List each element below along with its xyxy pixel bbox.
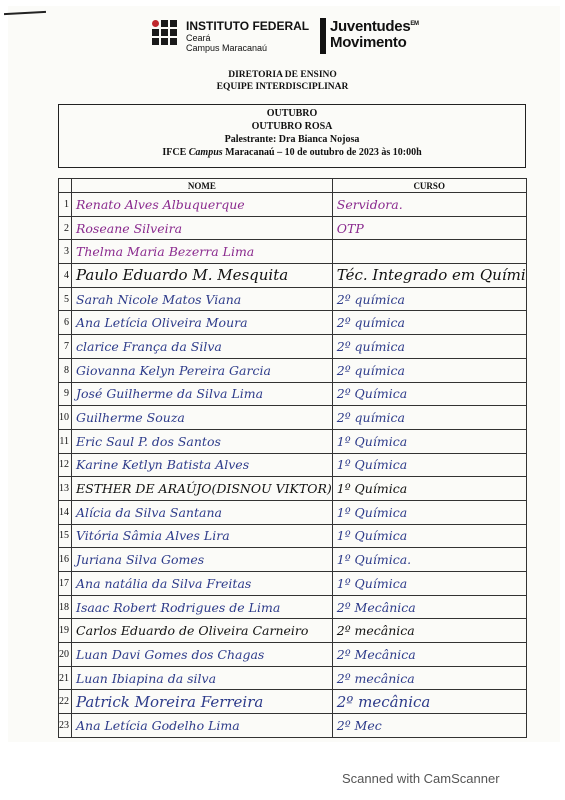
- row-number: 19: [59, 619, 72, 643]
- table-row: [59, 287, 527, 311]
- row-number: 16: [59, 548, 72, 572]
- row-number-header: [59, 179, 72, 193]
- juventudes-em-movimento-logo: [318, 16, 438, 56]
- attendee-course: 2º química: [332, 335, 526, 359]
- table-row: [59, 690, 527, 714]
- attendee-name: Luan Davi Gomes dos Chagas: [72, 643, 333, 667]
- table-row: [59, 358, 527, 382]
- attendee-course: 2º química: [332, 358, 526, 382]
- row-number: 2: [59, 216, 72, 240]
- institution-campus: Campus Maracanaú: [186, 43, 268, 53]
- table-row: [59, 595, 527, 619]
- course-column-header: CURSO: [332, 179, 526, 193]
- table-row: [59, 548, 527, 572]
- attendee-name: Ana Letícia Godelho Lima: [72, 714, 333, 738]
- row-number: 21: [59, 666, 72, 690]
- table-row: [59, 429, 527, 453]
- table-row: [59, 714, 527, 738]
- attendee-course: 1º Química: [332, 524, 526, 548]
- attendee-name: Ana Letícia Oliveira Moura: [72, 311, 333, 335]
- row-number: 20: [59, 643, 72, 667]
- row-number: 17: [59, 572, 72, 596]
- partner-logo-line2: Movimento: [330, 34, 407, 51]
- attendee-course: 2º Mecânica: [332, 643, 526, 667]
- table-row: [59, 619, 527, 643]
- row-number: 10: [59, 406, 72, 430]
- attendee-name: Alícia da Silva Santana: [72, 500, 333, 524]
- attendee-course: 2º química: [332, 406, 526, 430]
- row-number: 13: [59, 477, 72, 501]
- institution-state: Ceará: [186, 33, 211, 43]
- attendee-name: Roseane Silveira: [72, 216, 333, 240]
- attendee-course: 1º Química: [332, 453, 526, 477]
- event-campaign: OUTUBRO ROSA: [251, 121, 333, 132]
- row-number: 14: [59, 500, 72, 524]
- row-number: 9: [59, 382, 72, 406]
- attendee-course: 1º Química: [332, 477, 526, 501]
- attendee-name: Sarah Nicole Matos Viana: [72, 287, 333, 311]
- table-row: [59, 572, 527, 596]
- attendee-name: Patrick Moreira Ferreira: [72, 690, 333, 714]
- table-row: [59, 193, 527, 217]
- attendee-name: Isaac Robert Rodrigues de Lima: [72, 595, 333, 619]
- event-place-date: IFCE Campus Maracanaú – 10 de outubro de 2023 às 10:00h: [162, 147, 422, 158]
- row-number: 4: [59, 264, 72, 288]
- row-number: 11: [59, 429, 72, 453]
- table-row: [59, 406, 527, 430]
- attendee-name: ESTHER DE ARAÚJO(DISNOU VIKTOR): [72, 477, 333, 501]
- attendee-name: Eric Saul P. dos Santos: [72, 429, 333, 453]
- row-number: 7: [59, 335, 72, 359]
- attendee-name: Ana natália da Silva Freitas: [72, 572, 333, 596]
- attendee-name: Paulo Eduardo M. Mesquita: [72, 264, 333, 288]
- attendee-course: 1º Química: [332, 572, 526, 596]
- attendance-rows: [59, 193, 527, 738]
- row-number: 12: [59, 453, 72, 477]
- attendee-course: 2º Mec: [332, 714, 526, 738]
- attendee-course: 2º química: [332, 311, 526, 335]
- attendee-course: 2º mecânica: [332, 619, 526, 643]
- table-row: [59, 477, 527, 501]
- partner-logo-sup: EM: [410, 21, 419, 27]
- partner-logo-line1: Juventudes: [330, 18, 411, 35]
- row-number: 23: [59, 714, 72, 738]
- attendee-name: clarice França da Silva: [72, 335, 333, 359]
- row-number: 1: [59, 193, 72, 217]
- attendee-course: OTP: [332, 216, 526, 240]
- attendee-name: José Guilherme da Silva Lima: [72, 382, 333, 406]
- institution-name: INSTITUTO FEDERAL: [186, 19, 310, 33]
- attendee-course: 2º química: [332, 287, 526, 311]
- table-row: [59, 524, 527, 548]
- attendee-course: 2º Mecânica: [332, 595, 526, 619]
- row-number: 3: [59, 240, 72, 264]
- attendee-name: Carlos Eduardo de Oliveira Carneiro: [72, 619, 333, 643]
- attendee-name: Karine Ketlyn Batista Alves: [72, 453, 333, 477]
- table-row: [59, 311, 527, 335]
- attendee-course: 1º Química: [332, 500, 526, 524]
- attendee-course: 2º Química: [332, 382, 526, 406]
- attendee-course: 2º mecânica: [332, 690, 526, 714]
- row-number: 8: [59, 358, 72, 382]
- attendee-name: Thelma Maria Bezerra Lima: [72, 240, 333, 264]
- department-title: DIRETORIA DE ENSINO: [228, 70, 337, 80]
- table-row: [59, 666, 527, 690]
- row-number: 5: [59, 287, 72, 311]
- attendee-course: 2º mecânica: [332, 666, 526, 690]
- attendee-course: Servidora.: [332, 193, 526, 217]
- row-number: 18: [59, 595, 72, 619]
- juventudes-logo-mark: [320, 18, 326, 54]
- attendee-course: 1º Química: [332, 429, 526, 453]
- if-logo-grid-icon: [152, 20, 177, 45]
- attendee-name: Guilherme Souza: [72, 406, 333, 430]
- row-number: 15: [59, 524, 72, 548]
- table-row: [59, 382, 527, 406]
- attendee-name: Giovanna Kelyn Pereira Garcia: [72, 358, 333, 382]
- table-row: [59, 216, 527, 240]
- table-row: [59, 643, 527, 667]
- department-subtitle: EQUIPE INTERDISCIPLINAR: [216, 82, 349, 92]
- attendee-name: Juriana Silva Gomes: [72, 548, 333, 572]
- table-row: [59, 500, 527, 524]
- table-row: [59, 453, 527, 477]
- table-row: [59, 335, 527, 359]
- attendee-name: Renato Alves Albuquerque: [72, 193, 333, 217]
- event-speaker: Palestrante: Dra Bianca Nojosa: [224, 134, 360, 145]
- row-number: 22: [59, 690, 72, 714]
- attendance-table: [58, 178, 527, 738]
- event-info-box: [58, 104, 526, 168]
- attendee-course: Téc. Integrado em Quími: [332, 264, 526, 288]
- attendee-name: Vitória Sâmia Alves Lira: [72, 524, 333, 548]
- attendee-course: 1º Química.: [332, 548, 526, 572]
- table-row: [59, 264, 527, 288]
- attendee-course: [332, 240, 526, 264]
- name-column-header: NOME: [72, 179, 333, 193]
- table-row: [59, 240, 527, 264]
- row-number: 6: [59, 311, 72, 335]
- event-month: OUTUBRO: [266, 108, 318, 119]
- attendee-name: Luan Ibiapina da silva: [72, 666, 333, 690]
- scanner-watermark: Scanned with CamScanner: [342, 771, 500, 786]
